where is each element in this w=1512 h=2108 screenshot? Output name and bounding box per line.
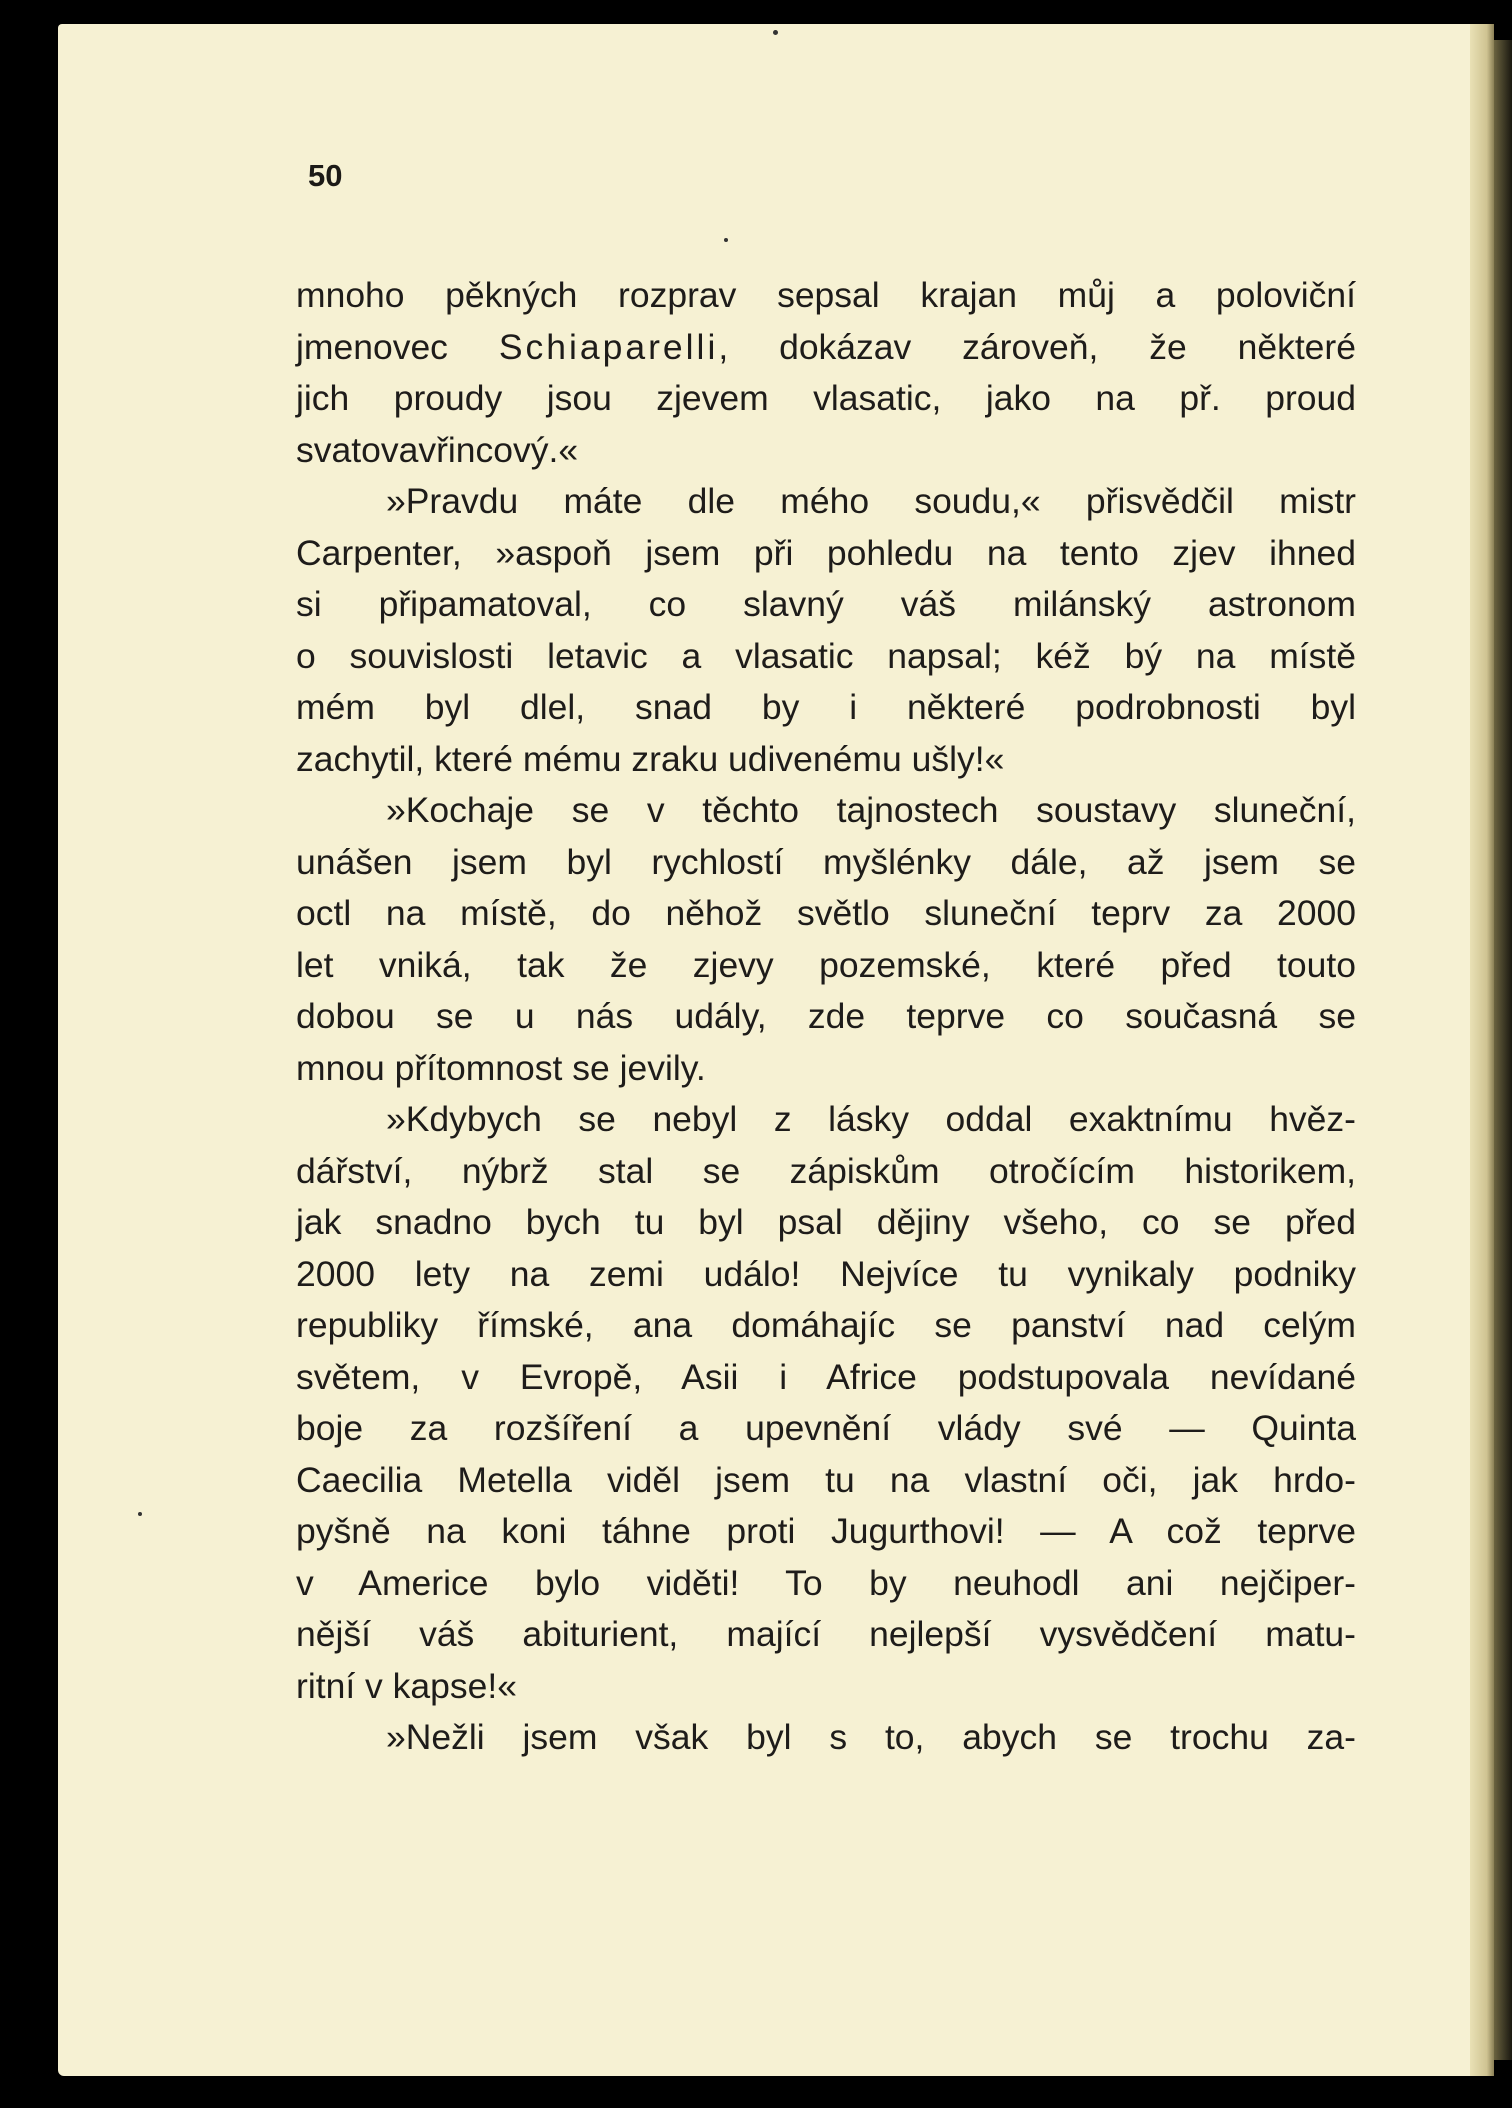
spaced-name: Schiaparelli — [498, 326, 719, 367]
text-line: ritní v kapse!« — [296, 1665, 517, 1706]
text-line: mnou přítomnost se jevily. — [296, 1047, 706, 1088]
text-line: svatovavřincový.« — [296, 429, 579, 470]
text-line: unášen jsem byl rychlostí myšlénky dále, až jsem se — [296, 841, 1356, 882]
text-line: si připamatoval, co slavný váš milánský astronom — [296, 584, 1356, 624]
scan-speck — [724, 238, 728, 242]
text-line: 2000 lety na zemi událo! Nejvíce tu vynikaly podniky — [296, 1253, 1356, 1294]
text-line: Carpenter, »aspoň jsem při pohledu na tento zjev ihned — [296, 532, 1356, 573]
text-line: pyšně na koni táhne proti Jugurthovi! — A což teprve — [296, 1511, 1356, 1551]
text-line: mnoho pěkných rozprav sepsal krajan můj a poloviční — [296, 275, 1356, 315]
text-span: , dokázav zároveň, že některé — [718, 326, 1356, 367]
text-line: »Pravdu máte dle mého soudu,« přisvědčil mistr — [386, 481, 1356, 521]
text-line: »Nežli jsem však byl s to, abych se trochu za- — [386, 1717, 1356, 1757]
text-span: jmenovec — [296, 326, 499, 367]
text-line: boje za rozšíření a upevnění vlády své — Quinta — [296, 1408, 1356, 1448]
text-line: o souvislosti letavic a vlasatic napsal; kéž bý na místě — [296, 635, 1356, 676]
text-line: dářství, nýbrž stal se zápiskům otročícím historikem, — [296, 1150, 1356, 1191]
text-line: octl na místě, do něhož světlo sluneční teprv za 2000 — [296, 893, 1356, 933]
text-line: let vniká, tak že zjevy pozemské, které před touto — [296, 944, 1356, 985]
text-line: »Kochaje se v těchto tajnostech soustavy sluneční, — [386, 790, 1356, 830]
text-line: dobou se u nás udály, zde teprve co současná se — [296, 996, 1356, 1036]
text-line: Caecilia Metella viděl jsem tu na vlastní oči, jak hrdo- — [296, 1459, 1356, 1500]
text-line: »Kdybych se nebyl z lásky oddal exaktnímu hvěz- — [386, 1099, 1356, 1139]
scan-speck — [773, 30, 778, 35]
text-line: zachytil, které mému zraku udivenému ušly!« — [296, 738, 1005, 779]
page-edge-shadow — [1470, 24, 1494, 2076]
text-line: jak snadno bych tu byl psal dějiny všeho, co se před — [296, 1202, 1356, 1242]
text-line — [296, 322, 1356, 374]
scan-speck — [138, 1512, 142, 1516]
text-line: republiky římské, ana domáhajíc se panství nad celým — [296, 1305, 1356, 1345]
book-binding-edge — [1494, 40, 1512, 2060]
body-text — [296, 270, 1356, 1764]
page-number: 50 — [308, 158, 343, 193]
text-line: nější váš abiturient, mající nejlepší vysvědčení matu- — [296, 1614, 1356, 1654]
text-line: v Americe bylo viděti! To by neuhodl ani nejčiper- — [296, 1562, 1356, 1603]
text-line: mém byl dlel, snad by i některé podrobnosti byl — [296, 687, 1356, 727]
text-line: jich proudy jsou zjevem vlasatic, jako na př. proud — [296, 378, 1356, 418]
text-line: světem, v Evropě, Asii i Africe podstupovala nevídané — [296, 1356, 1356, 1397]
